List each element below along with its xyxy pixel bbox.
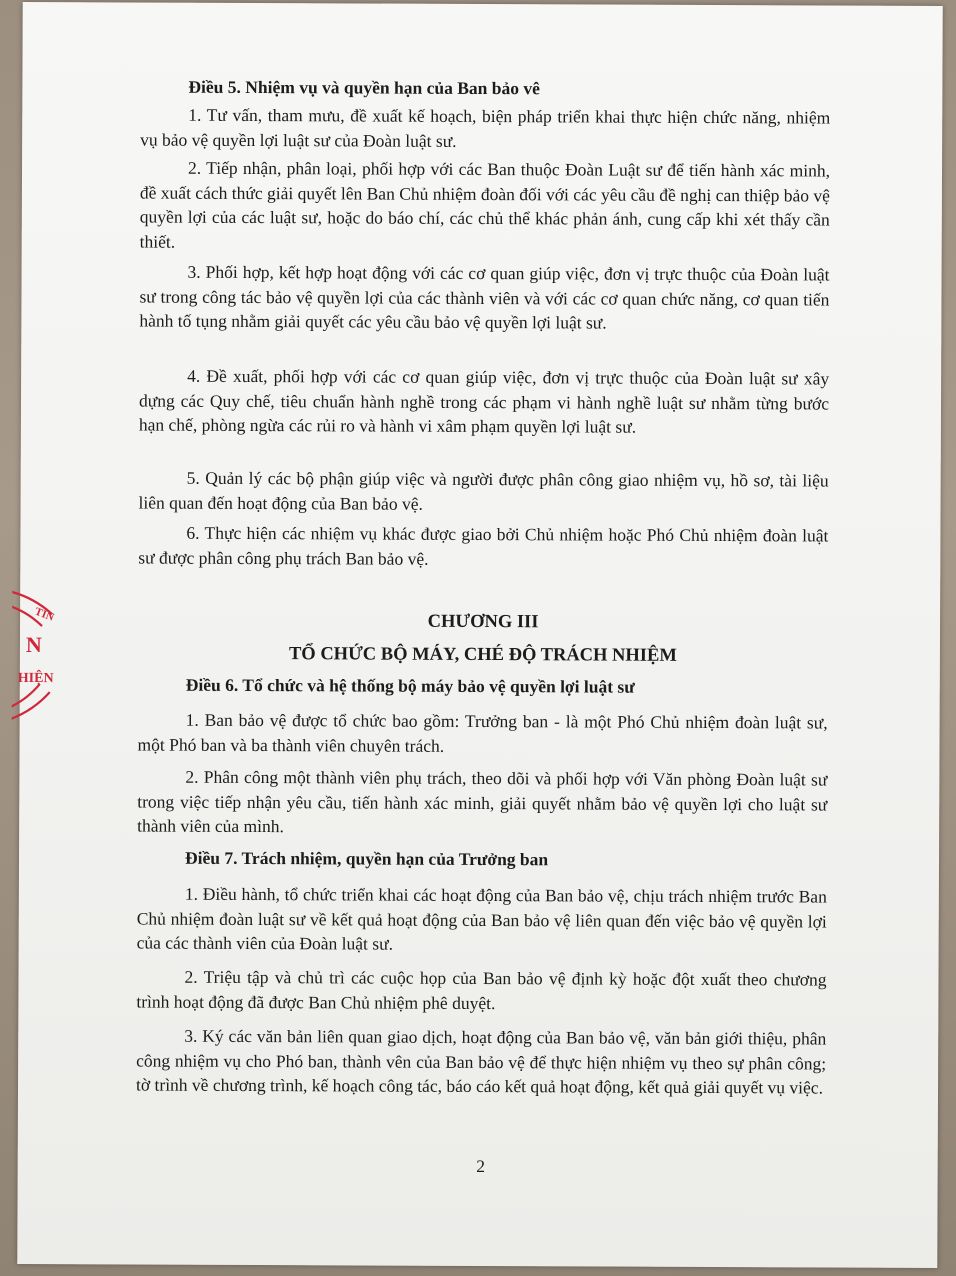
article-7-item-3: 3. Ký các văn bản liên quan giao dịch, hoạt động của Ban bảo vệ, văn bản giới thiệu, phân công nhiệm vụ cho Phó ban, thành vên của Ban bảo vệ để thực hiện nhiệm vụ theo sự phân công; tờ trình về chương trình, kế hoạch công tác, báo cáo kết quả hoạt động, kết quả giải quyết vụ việc. — [135, 1025, 827, 1098]
article-7-title: Điều 7. Trách nhiệm, quyền hạn của Trưởng ban — [184, 847, 549, 870]
article-5-item-6: 6. Thực hiện các nhiệm vụ khác được giao bởi Chủ nhiệm hoặc Phó Chủ nhiệm đoàn luật sư được phân công phụ trách Ban bảo vệ. — [138, 522, 829, 569]
chapter-number: CHƯƠNG III — [427, 611, 539, 633]
svg-text:N: N — [25, 632, 42, 658]
article-6-item-2: 2. Phân công một thành viên phụ trách, theo dõi và phối hợp với Văn phòng Đoàn luật sư trong việc tiếp nhận yêu cầu, tiến hành xác minh, giải quyết nhằm bảo vệ quyền lợi cho luật sư thành viên của mình. — [137, 766, 828, 837]
article-5-item-3: 3. Phối hợp, kết hợp hoạt động với các cơ quan giúp việc, đơn vị trực thuộc của Đoàn luật sư trong công tác bảo vệ quyền lợi của các thành viên và với các cơ quan chức năng, cơ quan tiến hành tố tụng nhằm giải quyết các yêu cầu bảo vệ quyền lợi luật sư. — [139, 261, 830, 333]
article-5-item-4: 4. Đề xuất, phối hợp với các cơ quan giúp việc, đơn vị trực thuộc của Đoàn luật sư xây dựng các Quy chế, tiêu chuẩn hành nghề trong các phạm vi hành nghề luật sư nhằm từng bước hạn chế, phòng ngừa các rủi ro và hành vi xâm phạm quyền lợi luật sư. — [138, 365, 830, 437]
page-number: 2 — [476, 1155, 486, 1177]
svg-text:HIỆN: HIỆN — [17, 670, 54, 687]
article-5-item-2: 2. Tiếp nhận, phân loại, phối hợp với các Ban thuộc Đoàn Luật sư để tiến hành xác minh, đề xuất cách thức giải quyết lên Ban Chủ nhiệm đoàn đối với các yêu cầu đề nghị can thiệp bảo vệ quyền lợi của các luật sư, hoặc do báo chí, các chủ thể khác phản ánh, cung cấp khi xét thấy cần thiết. — [139, 157, 831, 252]
article-5-item-5: 5. Quản lý các bộ phận giúp việc và người được phân công giao nhiệm vụ, hồ sơ, tài liệu liên quan đến hoạt động của Ban bảo vệ. — [138, 467, 829, 514]
svg-text:TỈN: TỈN — [33, 605, 56, 624]
red-seal-stamp — [12, 574, 77, 734]
document-page — [17, 2, 942, 1268]
article-5-item-1: 1. Tư vấn, tham mưu, đề xuất kế hoạch, biện pháp triển khai thực hiện chức năng, nhiệm vụ bảo vệ quyền lợi luật sư của Đoàn luật sư. — [140, 104, 831, 151]
document-body — [135, 3, 831, 1177]
article-5-title: Điều 5. Nhiệm vụ và quyền hạn của Ban bảo vê — [188, 76, 540, 99]
article-7-item-1: 1. Điều hành, tổ chức triển khai các hoạt động của Ban bảo vệ, chịu trách nhiệm trước Ban Chủ nhiệm đoàn luật sư về kết quả hoạt động của Ban bảo vệ liên quan đến việc bảo vệ quyền lợi của các thành viên của Đoàn luật sư. — [136, 883, 827, 954]
article-6-item-1: 1. Ban bảo vệ được tổ chức bao gồm: Trưởng ban - là một Phó Chủ nhiệm đoàn luật sư, một Phó ban và ba thành viên chuyên trách. — [137, 709, 828, 756]
chapter-title: TỔ CHỨC BỘ MÁY, CHÉ ĐỘ TRÁCH NHIỆM — [288, 644, 677, 666]
article-7-item-2: 2. Triệu tập và chủ trì các cuộc họp của Ban bảo vệ định kỳ hoặc đột xuất theo chương trình hoạt động đã được Ban Chủ nhiệm phê duyệt. — [136, 966, 827, 1013]
article-6-title: Điều 6. Tổ chức và hệ thống bộ máy bảo vệ quyền lợi luật sư — [185, 674, 635, 697]
